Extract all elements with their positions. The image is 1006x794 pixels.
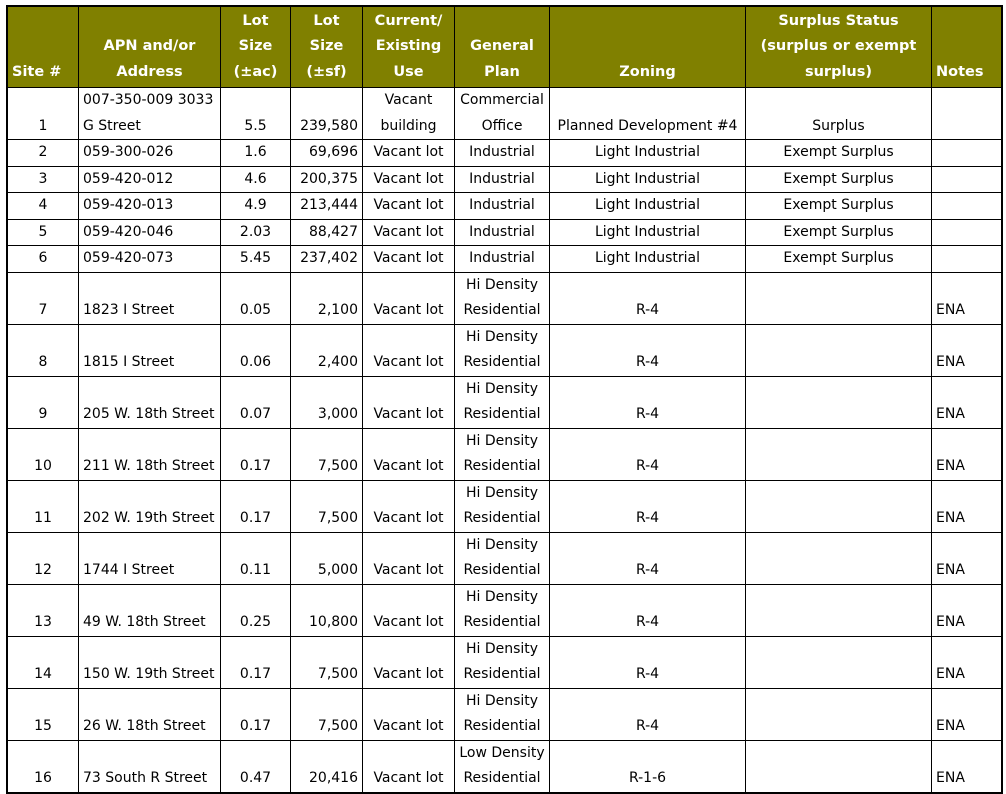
cell-zoning: Light Industrial [550,166,746,193]
cell-use [363,376,455,428]
cell-surplus [746,532,932,584]
header-apn-line: Address [116,63,183,80]
header-lot-sf-line: Lot Size [309,12,344,54]
table-row [8,532,1002,584]
cell-apn [79,166,221,193]
cell-plan-line: Low Density [459,744,545,761]
cell-plan [455,140,550,167]
cell-use-line: Vacant lot [373,170,444,187]
cell-apn-line: 1815 I Street [83,354,175,370]
cell-plan-line: Office [481,117,523,134]
cell-notes: ENA [932,272,1002,324]
cell-lot-sf: 7,500 [291,688,363,740]
cell-apn-line: 150 W. 19th Street [83,666,215,682]
cell-apn-line: 1823 I Street [83,302,175,318]
cell-plan-line: Industrial [469,223,535,240]
cell-zoning: Light Industrial [550,219,746,246]
cell-zoning: Light Industrial [550,246,746,273]
cell-apn [79,88,221,140]
cell-surplus [746,376,932,428]
cell-site: 6 [8,246,79,273]
header-apn [79,7,221,88]
cell-lot-sf: 7,500 [291,428,363,480]
cell-apn [79,428,221,480]
cell-surplus [746,324,932,376]
cell-use [363,140,455,167]
cell-lot-sf: 200,375 [291,166,363,193]
cell-site: 9 [8,376,79,428]
cell-apn-line: 1744 I Street [83,562,175,578]
cell-lot-sf: 2,100 [291,272,363,324]
cell-apn [79,193,221,220]
cell-notes: ENA [932,376,1002,428]
cell-use-line: Vacant lot [373,510,444,526]
header-plan [455,7,550,88]
cell-apn-line: 202 W. 19th Street [83,510,215,526]
cell-site: 13 [8,584,79,636]
cell-plan [455,584,550,636]
cell-zoning: R-4 [550,272,746,324]
cell-lot-ac: 0.05 [221,272,291,324]
cell-notes [932,88,1002,140]
cell-notes [932,219,1002,246]
cell-apn [79,140,221,167]
header-use-line: Use [393,63,424,80]
cell-use [363,532,455,584]
cell-plan-line: Industrial [469,197,535,213]
cell-lot-ac: 1.6 [221,140,291,167]
header-apn-line: APN and/or [103,38,196,54]
cell-lot-ac: 4.9 [221,193,291,220]
cell-site: 15 [8,688,79,740]
cell-plan-line: Residential [463,562,541,578]
cell-apn-line: 26 W. 18th Street [83,718,206,734]
cell-apn [79,532,221,584]
cell-zoning: R-4 [550,480,746,532]
cell-use-line: Vacant lot [373,458,444,474]
cell-surplus [746,636,932,688]
cell-plan [455,532,550,584]
cell-apn [79,740,221,792]
header-use-line: Existing [375,38,442,54]
cell-zoning: R-4 [550,688,746,740]
cell-plan-line: Industrial [469,144,535,160]
cell-plan-line: Hi Density [465,640,539,657]
cell-use [363,219,455,246]
cell-plan-line: Hi Density [465,588,539,605]
cell-plan-line: Hi Density [465,380,539,397]
cell-plan [455,636,550,688]
cell-lot-sf: 3,000 [291,376,363,428]
table-row [8,246,1002,273]
cell-surplus: Exempt Surplus [746,246,932,273]
cell-apn-line: 007-350-009 3033 [83,92,214,108]
header-use-line: Current/ [374,12,443,29]
cell-lot-sf: 213,444 [291,193,363,220]
cell-use [363,324,455,376]
cell-use [363,584,455,636]
cell-lot-sf: 69,696 [291,140,363,167]
table-row [8,219,1002,246]
cell-lot-sf: 2,400 [291,324,363,376]
cell-lot-sf: 20,416 [291,740,363,792]
cell-zoning: R-4 [550,584,746,636]
cell-lot-ac: 0.11 [221,532,291,584]
header-use [363,7,455,88]
cell-plan-line: Residential [463,666,541,682]
cell-plan-line: Residential [463,458,541,474]
cell-zoning: R-4 [550,376,746,428]
cell-use [363,480,455,532]
cell-lot-sf: 5,000 [291,532,363,584]
cell-zoning: R-4 [550,636,746,688]
cell-plan [455,193,550,220]
cell-lot-sf: 10,800 [291,584,363,636]
cell-apn-line: 059-420-013 [83,197,174,213]
header-lot-sf [291,7,363,88]
cell-apn [79,246,221,273]
table-row [8,636,1002,688]
cell-use-line: Vacant lot [373,144,444,160]
cell-apn-line: 73 South R Street [83,770,208,786]
cell-lot-ac: 0.47 [221,740,291,792]
cell-lot-sf: 88,427 [291,219,363,246]
cell-apn [79,480,221,532]
cell-plan-line: Residential [463,354,541,370]
cell-apn [79,688,221,740]
header-surplus-line: Surplus Status (surplus [760,12,899,54]
cell-plan-line: Residential [463,510,541,526]
table-row [8,428,1002,480]
cell-plan-line: Hi Density [465,692,539,709]
cell-apn [79,324,221,376]
cell-plan-line: Industrial [469,250,535,266]
cell-apn-line: 059-420-012 [83,170,174,187]
cell-plan-line: Industrial [469,170,535,187]
cell-plan [455,428,550,480]
cell-use [363,688,455,740]
table-row [8,193,1002,220]
cell-plan-line: Commercial [460,92,544,108]
cell-plan-line: Residential [463,770,541,786]
cell-surplus: Exempt Surplus [746,166,932,193]
table-row [8,688,1002,740]
cell-apn-line: G Street [83,117,141,134]
cell-plan [455,480,550,532]
cell-plan-line: Residential [463,614,541,630]
cell-zoning: R-1-6 [550,740,746,792]
cell-surplus: Exempt Surplus [746,140,932,167]
cell-lot-ac: 0.06 [221,324,291,376]
cell-use-line: Vacant [384,92,433,108]
cell-apn [79,636,221,688]
cell-lot-ac: 0.17 [221,636,291,688]
cell-use [363,246,455,273]
cell-lot-ac: 2.03 [221,219,291,246]
cell-site: 1 [8,88,79,140]
cell-apn [79,376,221,428]
cell-use-line: Vacant lot [373,197,444,213]
cell-use-line: Vacant lot [373,770,444,786]
cell-notes [932,140,1002,167]
cell-surplus [746,480,932,532]
cell-use-line: Vacant lot [373,223,444,240]
cell-use [363,428,455,480]
cell-zoning: Light Industrial [550,193,746,220]
cell-use-line: Vacant lot [373,302,444,318]
cell-plan [455,324,550,376]
header-lot-sf-line: (±sf) [306,63,347,80]
cell-surplus [746,740,932,792]
cell-plan [455,688,550,740]
cell-plan [455,740,550,792]
header-surplus [746,7,932,88]
cell-apn [79,584,221,636]
cell-use-line: Vacant lot [373,666,444,682]
cell-apn [79,272,221,324]
cell-notes: ENA [932,636,1002,688]
cell-site: 8 [8,324,79,376]
cell-plan-line: Hi Density [465,432,539,449]
cell-apn-line: 205 W. 18th Street [83,406,215,422]
table-row [8,480,1002,532]
table-row [8,324,1002,376]
cell-surplus [746,428,932,480]
cell-site: 11 [8,480,79,532]
cell-lot-ac: 0.25 [221,584,291,636]
cell-site: 14 [8,636,79,688]
cell-notes [932,166,1002,193]
cell-notes [932,246,1002,273]
table-row [8,140,1002,167]
cell-site: 4 [8,193,79,220]
cell-lot-ac: 4.6 [221,166,291,193]
header-zoning: Zoning [550,7,746,88]
table-row [8,166,1002,193]
cell-use-line: Vacant lot [373,614,444,630]
cell-surplus [746,272,932,324]
cell-surplus: Exempt Surplus [746,219,932,246]
cell-use-line: Vacant lot [373,354,444,370]
surplus-sites-table [7,6,1002,793]
cell-use-line: Vacant lot [373,406,444,422]
cell-use-line: Vacant lot [373,562,444,578]
cell-plan [455,272,550,324]
cell-zoning: R-4 [550,324,746,376]
cell-zoning: R-4 [550,428,746,480]
cell-notes: ENA [932,324,1002,376]
cell-use-line: Vacant lot [373,250,444,266]
table-row [8,740,1002,792]
header-row [8,7,1002,88]
cell-notes: ENA [932,688,1002,740]
cell-zoning: Planned Development #4 [550,88,746,140]
cell-lot-ac: 0.07 [221,376,291,428]
cell-plan [455,246,550,273]
table-row [8,272,1002,324]
cell-plan [455,219,550,246]
table-body [8,88,1002,793]
cell-lot-sf: 239,580 [291,88,363,140]
cell-plan-line: Residential [463,406,541,422]
cell-site: 7 [8,272,79,324]
cell-surplus [746,584,932,636]
cell-apn-line: 49 W. 18th Street [83,614,206,630]
cell-plan-line: Hi Density [465,328,539,345]
cell-use [363,636,455,688]
table-row [8,376,1002,428]
cell-plan-line: Hi Density [465,276,539,293]
surplus-sites-table-container [6,5,1003,794]
cell-lot-ac: 0.17 [221,688,291,740]
cell-use [363,88,455,140]
cell-use-line: building [380,117,437,134]
cell-site: 12 [8,532,79,584]
cell-plan [455,166,550,193]
header-plan-line: General [470,38,534,54]
cell-site: 10 [8,428,79,480]
cell-apn-line: 059-420-073 [83,250,174,266]
header-surplus-line: or exempt surplus) [804,38,917,80]
table-row [8,88,1002,140]
cell-lot-ac: 5.45 [221,246,291,273]
cell-site: 5 [8,219,79,246]
cell-site: 2 [8,140,79,167]
cell-apn [79,219,221,246]
cell-lot-ac: 0.17 [221,428,291,480]
header-site: Site # [8,7,79,88]
cell-notes: ENA [932,480,1002,532]
cell-notes: ENA [932,532,1002,584]
cell-lot-sf: 237,402 [291,246,363,273]
cell-site: 16 [8,740,79,792]
cell-use [363,272,455,324]
cell-use [363,740,455,792]
cell-plan-line: Hi Density [465,536,539,553]
cell-notes [932,193,1002,220]
cell-use [363,193,455,220]
cell-zoning: Light Industrial [550,140,746,167]
cell-apn-line: 059-420-046 [83,223,174,240]
cell-notes: ENA [932,584,1002,636]
cell-surplus [746,688,932,740]
header-lot-ac [221,7,291,88]
cell-notes: ENA [932,740,1002,792]
cell-plan [455,376,550,428]
header-lot-ac-line: Lot Size [238,12,273,54]
cell-plan-line: Residential [463,302,541,318]
table-row [8,584,1002,636]
cell-lot-ac: 5.5 [221,88,291,140]
header-plan-line: Plan [484,63,520,80]
cell-lot-ac: 0.17 [221,480,291,532]
cell-lot-sf: 7,500 [291,636,363,688]
cell-use-line: Vacant lot [373,718,444,734]
cell-apn-line: 211 W. 18th Street [83,458,215,474]
cell-plan [455,88,550,140]
cell-notes: ENA [932,428,1002,480]
cell-surplus: Surplus [746,88,932,140]
cell-plan-line: Hi Density [465,484,539,501]
cell-zoning: R-4 [550,532,746,584]
header-lot-ac-line: (±ac) [233,63,278,80]
cell-surplus: Exempt Surplus [746,193,932,220]
header-notes: Notes [932,7,1002,88]
cell-use [363,166,455,193]
cell-lot-sf: 7,500 [291,480,363,532]
cell-apn-line: 059-300-026 [83,144,174,160]
cell-site: 3 [8,166,79,193]
cell-plan-line: Residential [463,718,541,734]
